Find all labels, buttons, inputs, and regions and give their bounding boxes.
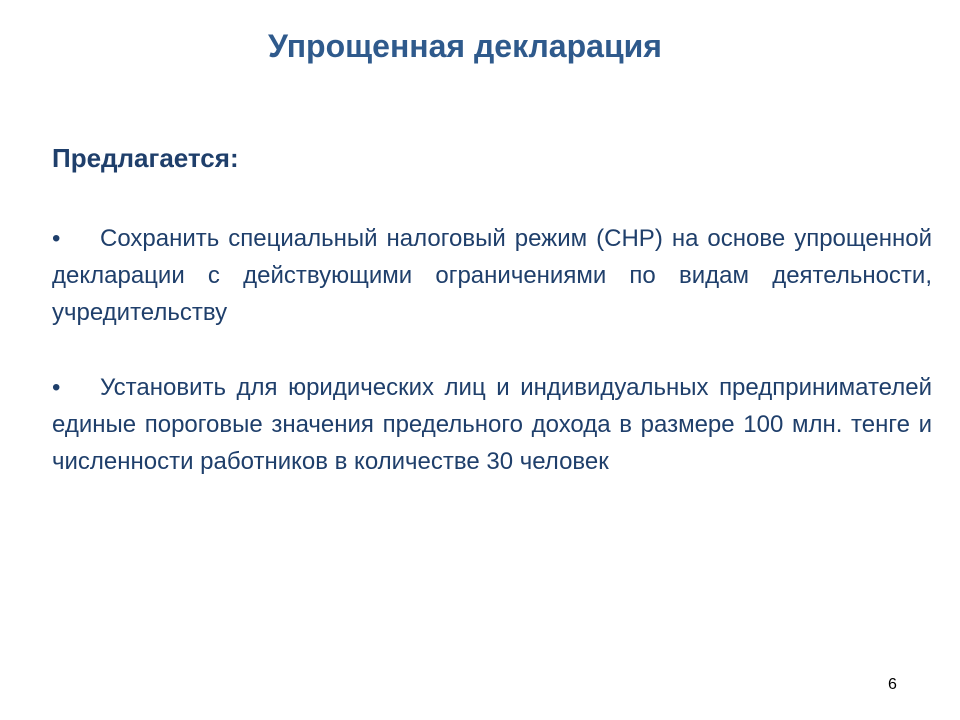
bullet-text: Установить для юридических лиц и индивидуальных предпринимателей единые пороговые значения предельного дохода в размере 100 млн. тенге и численности работников в количестве 30 человек (52, 374, 932, 475)
bullet-icon: • (52, 225, 61, 252)
page-number: 6 (888, 676, 897, 693)
bullet-list (52, 220, 932, 518)
bullet-item (52, 220, 932, 331)
slide-title: Упрощенная декларация (268, 28, 662, 64)
bullet-text: Сохранить специальный налоговый режим (СНР) на основе упрощенной декларации с действующими ограничениями по видам деятельности, учредительству (52, 225, 932, 326)
bullet-item (52, 369, 932, 480)
subheading: Предлагается: (52, 143, 239, 173)
bullet-icon: • (52, 374, 61, 401)
